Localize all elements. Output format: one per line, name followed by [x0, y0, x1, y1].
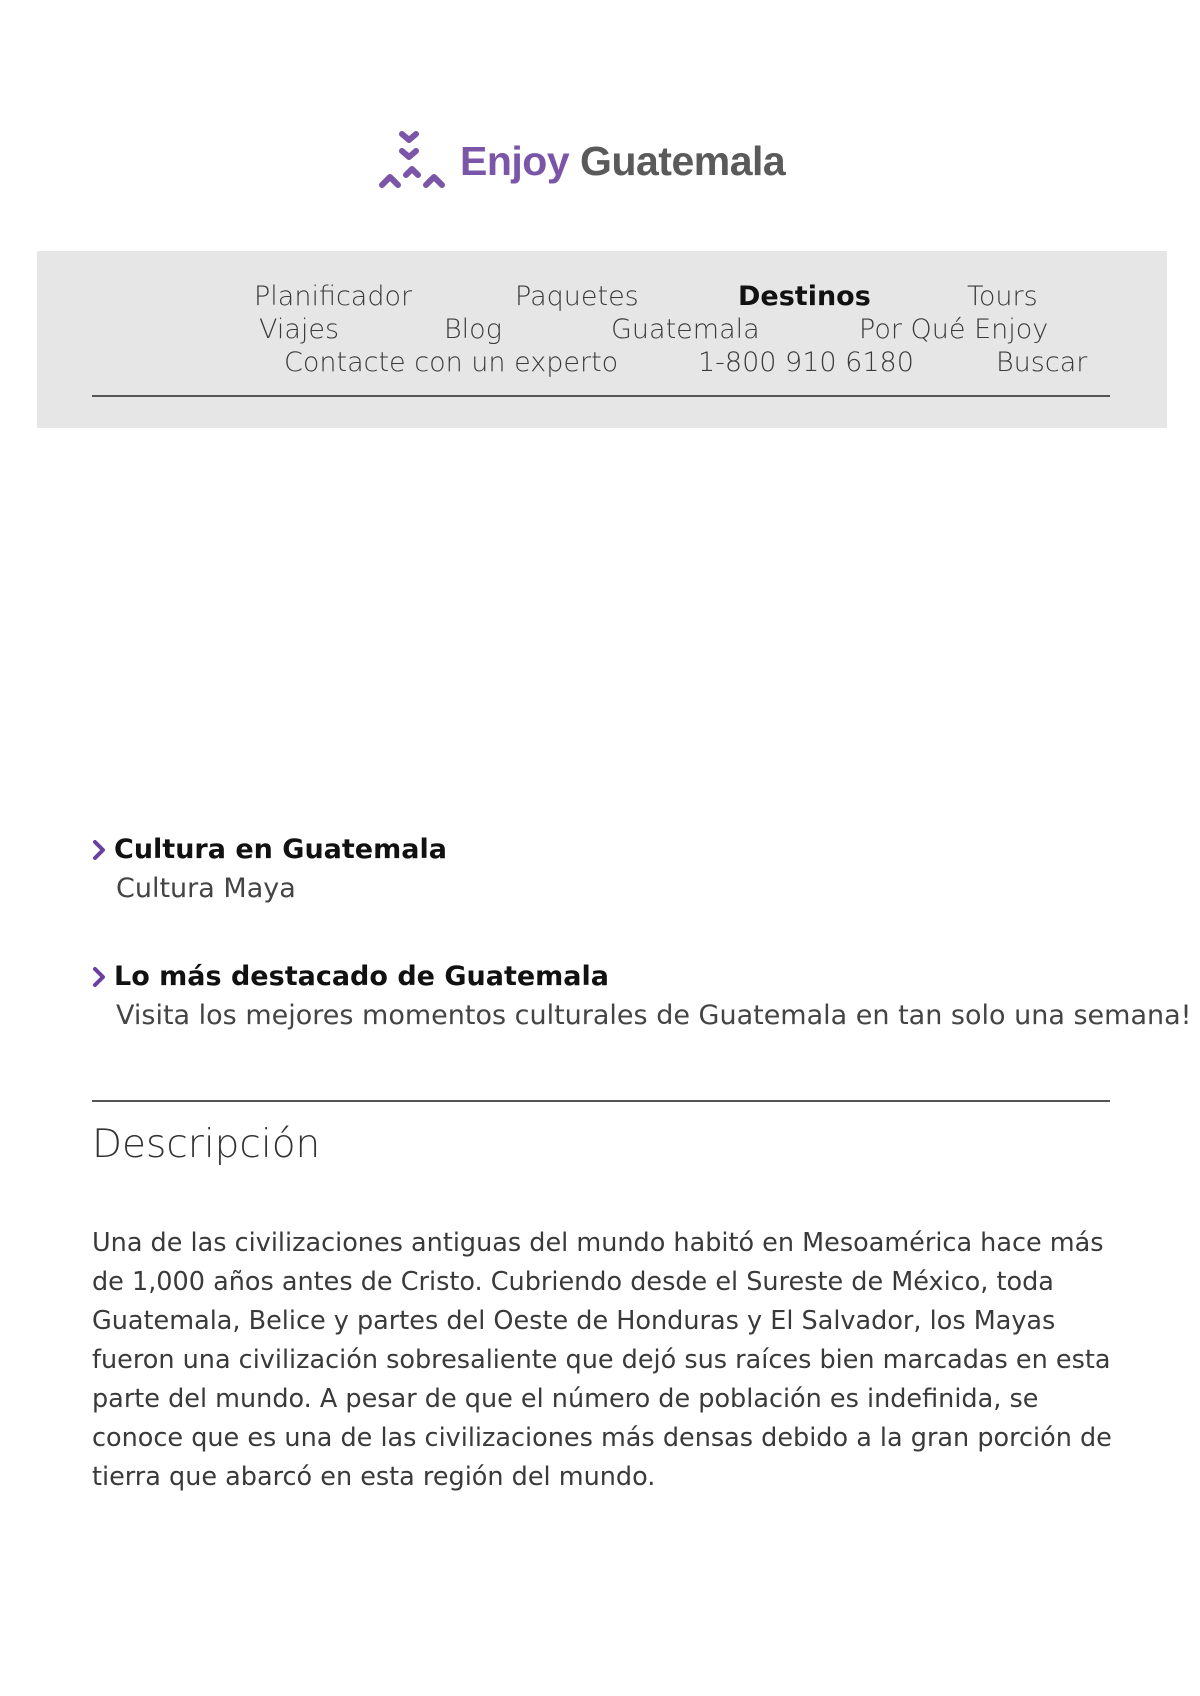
nav-item-paquetes[interactable]: Paquetes: [515, 281, 639, 312]
highlight-item[interactable]: [92, 834, 447, 904]
description-body: Una de las civilizaciones antiguas del mundo habitó en Mesoamérica hace más de 1,000 años antes de Cristo. Cubriendo desde el Sureste de México, toda Guatemala, Belice y partes del Oeste de Honduras y El Salvador, los Mayas fueron una civilización sobresaliente que dejó sus raíces bien marcadas en esta parte del mundo. A pesar de que el número de población es indefinida, se conoce que es una de las civilizaciones más densas debido a la gran porción de tierra que abarcó en esta región del mundo.: [92, 1227, 1112, 1492]
highlight-subtitle: Visita los mejores momentos culturales de Guatemala en tan solo una semana!: [116, 1000, 1192, 1031]
highlight-title-text: Lo más destacado de Guatemala: [114, 961, 610, 992]
nav-item-blog[interactable]: Blog: [444, 314, 502, 345]
section-divider: [92, 1100, 1110, 1102]
nav-item-buscar[interactable]: Buscar: [996, 347, 1088, 378]
description-heading: Descripción: [92, 1122, 321, 1167]
nav-item-guatemala[interactable]: Guatemala: [611, 314, 760, 345]
highlight-title-text: Cultura en Guatemala: [114, 834, 447, 865]
site-logo[interactable]: [378, 128, 785, 194]
highlight-title[interactable]: [92, 961, 1191, 992]
nav-item-planificador[interactable]: Planificador: [254, 281, 413, 312]
nav-item-phone[interactable]: 1-800 910 6180: [698, 347, 914, 378]
nav-item-destinos[interactable]: Destinos: [738, 281, 871, 312]
logo-mark-icon: [378, 128, 446, 194]
chevron-right-icon: [92, 966, 106, 988]
nav-item-viajes[interactable]: Viajes: [259, 314, 340, 345]
main-navigation: [37, 251, 1167, 428]
nav-item-contacte-experto[interactable]: Contacte con un experto: [284, 347, 619, 378]
chevron-right-icon: [92, 839, 106, 861]
logo-word-guatemala: Guatemala: [580, 137, 786, 184]
nav-item-por-que-enjoy[interactable]: Por Qué Enjoy: [859, 314, 1049, 345]
logo-word-enjoy: Enjoy: [460, 137, 570, 184]
highlight-item[interactable]: [92, 961, 1191, 1031]
highlight-title[interactable]: [92, 834, 447, 865]
nav-item-tours[interactable]: Tours: [967, 281, 1038, 312]
logo-text: [460, 138, 785, 185]
highlight-subtitle: Cultura Maya: [116, 873, 296, 904]
nav-divider: [92, 395, 1110, 397]
